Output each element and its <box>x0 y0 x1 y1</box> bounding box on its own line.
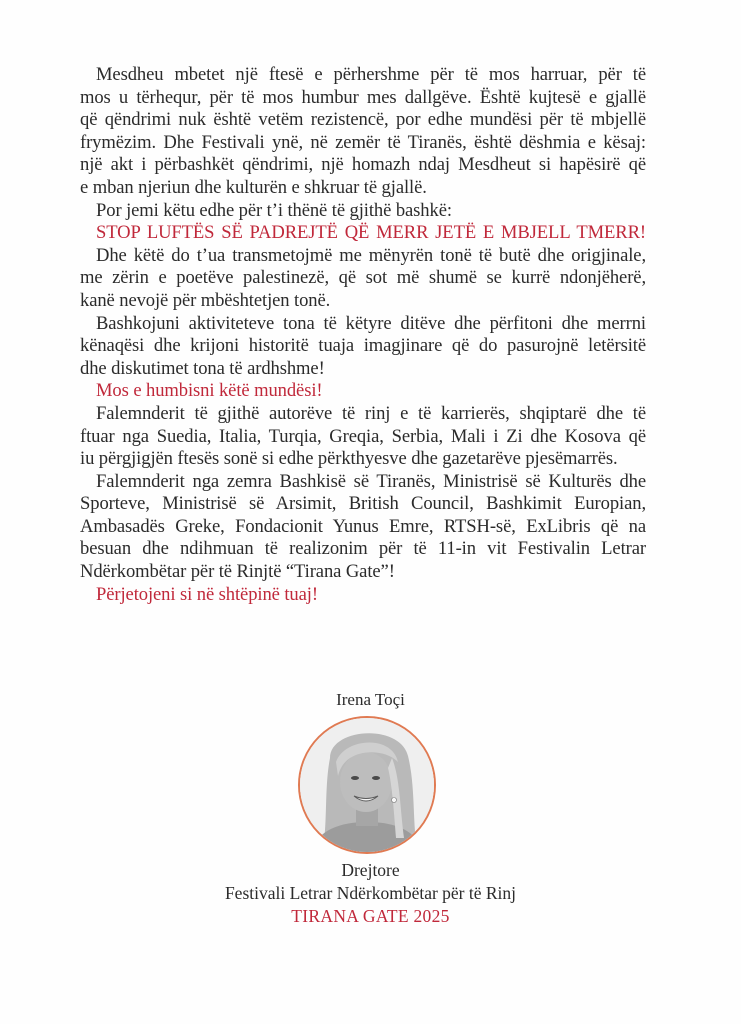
paragraph-line: mos u tërhequr, për të mos humbur mes dallgëve. Është kujtesë e gjallë <box>80 86 646 108</box>
paragraph-line: ftuar nga Suedia, Italia, Turqia, Greqia, Serbia, Mali i Zi dhe Kosova që <box>80 425 646 447</box>
paragraph-line: e mban njeriun dhe kulturën e shkruar të gjallë. <box>80 176 427 198</box>
paragraph-line: Por jemi këtu edhe për t’i thënë të gjithë bashkë: <box>96 199 452 221</box>
signature-organization: Festivali Letrar Ndërkombëtar për të Rinj <box>224 883 517 903</box>
paragraph-line: iu përgjigjën ftesës sonë si edhe përkthyesve dhe gazetarëve pjesëmarrës. <box>80 448 618 470</box>
paragraph-line: Falemnderit nga zemra Bashkisë së Tiranës, Ministrisë së Kulturës dhe <box>96 470 646 492</box>
portrait-photo-icon <box>298 716 436 854</box>
paragraph-line: dhe diskutimet tona të ardhshme! <box>80 357 325 379</box>
paragraph-line: kanë nevojë për mbështetjen tonë. <box>80 289 331 311</box>
paragraph-line: me zërin e poetëve palestinezë, që sot më shumë se kurrë ndonjëherë, <box>80 267 646 289</box>
signature-name: Irena Toçi <box>336 690 405 709</box>
paragraph-line: Sporteve, Ministrisë së Arsimit, British Council, Bashkimit Europian, <box>80 493 646 515</box>
paragraph-line: që qëndrimi nuk është vetëm rezistencë, por edhe mundësi për të mbjellë <box>80 109 646 131</box>
paragraph-line: Falemnderit të gjithë autorëve të rinj e të karrierës, shqiptarë dhe të <box>96 402 646 424</box>
paragraph-line: Dhe këtë do t’ua transmetojmë me mënyrën tonë të butë dhe origjinale, <box>96 244 646 266</box>
paragraph-line: kënaqësi dhe krijoni historitë tuaja imagjinare që do pasurojnë letërsitë <box>80 335 646 357</box>
paragraph-line: frymëzim. Dhe Festivali ynë, në zemër të Tiranës, është dëshmia e kësaj: <box>80 131 646 153</box>
highlight-slogan: STOP LUFTËS SË PADREJTË QË MERR JETË E MBJELL TMERR! <box>96 222 646 244</box>
signature-title: Drejtore <box>341 860 400 880</box>
letter-body <box>80 64 646 606</box>
paragraph-line: besuan dhe ndihmuan të realizonim për të 11-in vit Festivalin Letrar <box>80 538 646 560</box>
paragraph-line: një akt i përbashkët qëndrimi, një homazh ndaj Mesdheut si hapësirë që <box>80 154 646 176</box>
signature-event: TIRANA GATE 2025 <box>291 906 450 926</box>
highlight-closing: Përjetojeni si në shtëpinë tuaj! <box>96 583 318 605</box>
paragraph-line: Ndërkombëtar për të Rinjtë “Tirana Gate”! <box>80 561 395 583</box>
paragraph-line: Mesdheu mbetet një ftesë e përhershme për të mos harruar, për të <box>96 64 646 85</box>
highlight-line: Mos e humbisni këtë mundësi! <box>96 380 323 402</box>
paragraph-line: Bashkojuni aktiviteteve tona të këtyre ditëve dhe përfitoni dhe merrni <box>96 312 646 334</box>
paragraph-line: Ambasadës Greke, Fondacionit Yunus Emre, RTSH-së, ExLibris që na <box>80 515 646 537</box>
